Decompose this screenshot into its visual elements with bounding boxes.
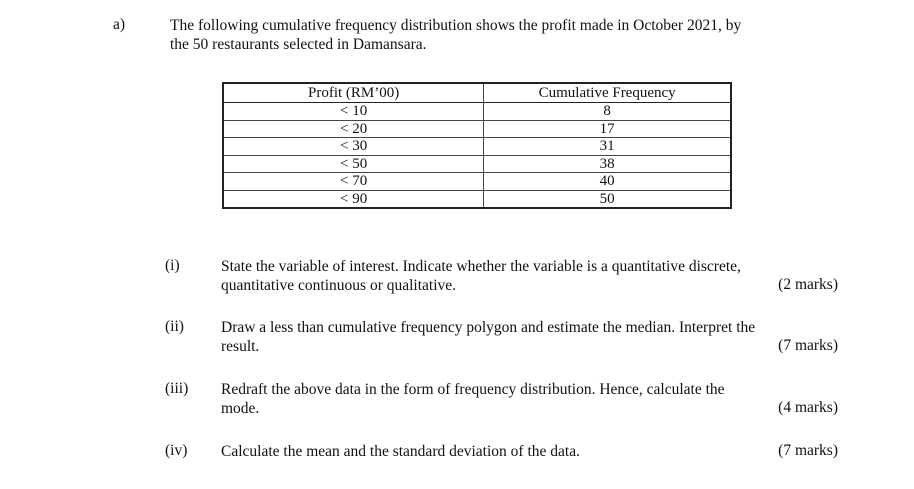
frequency-cell: 50: [484, 190, 731, 208]
table-row: [223, 173, 731, 191]
header-profit: Profit (RM’00): [223, 83, 484, 103]
frequency-cell: 40: [484, 173, 731, 191]
frequency-cell: 8: [484, 103, 731, 121]
marks-label: (2 marks): [778, 276, 838, 293]
profit-cell: < 20: [223, 120, 484, 138]
frequency-cell: 31: [484, 138, 731, 156]
table-row: [223, 103, 731, 121]
profit-cell: < 70: [223, 173, 484, 191]
part-line-2: mode.: [221, 400, 260, 417]
table-header-row: [223, 83, 731, 103]
part-number: (i): [165, 257, 180, 274]
part-line-2: result.: [221, 338, 260, 355]
part-text: [221, 318, 838, 356]
part-number: (iii): [165, 380, 189, 397]
profit-cell: < 10: [223, 103, 484, 121]
intro-line-1: The following cumulative frequency distribution shows the profit made in October 2021, by: [170, 17, 742, 34]
part-line-1: State the variable of interest. Indicate whether the variable is a quantitative discrete,: [221, 258, 741, 275]
table-row: [223, 120, 731, 138]
marks-label: (4 marks): [778, 399, 838, 416]
frequency-cell: 38: [484, 155, 731, 173]
table-row: [223, 155, 731, 173]
profit-cell: < 50: [223, 155, 484, 173]
cumulative-frequency-table: [222, 82, 732, 209]
table-row: [223, 190, 731, 208]
part-text: [221, 257, 838, 295]
part-number: (ii): [165, 318, 184, 335]
table-row: [223, 138, 731, 156]
intro-line-2: the 50 restaurants selected in Damansara.: [170, 36, 427, 53]
part-line-1: Redraft the above data in the form of frequency distribution. Hence, calculate the: [221, 381, 725, 398]
part-line-1: Calculate the mean and the standard deviation of the data.: [221, 443, 580, 460]
marks-label: (7 marks): [778, 337, 838, 354]
part-line-2: quantitative continuous or qualitative.: [221, 277, 457, 294]
part-line-1: Draw a less than cumulative frequency polygon and estimate the median. Interpret the: [221, 319, 756, 336]
question-label: a): [113, 16, 126, 33]
marks-label: (7 marks): [778, 442, 838, 459]
profit-cell: < 90: [223, 190, 484, 208]
part-text: [221, 380, 838, 418]
frequency-cell: 17: [484, 120, 731, 138]
question-intro: [170, 16, 870, 54]
part-text: [221, 442, 838, 461]
profit-cell: < 30: [223, 138, 484, 156]
part-number: (iv): [165, 442, 188, 459]
header-cumulative-frequency: Cumulative Frequency: [484, 83, 731, 103]
